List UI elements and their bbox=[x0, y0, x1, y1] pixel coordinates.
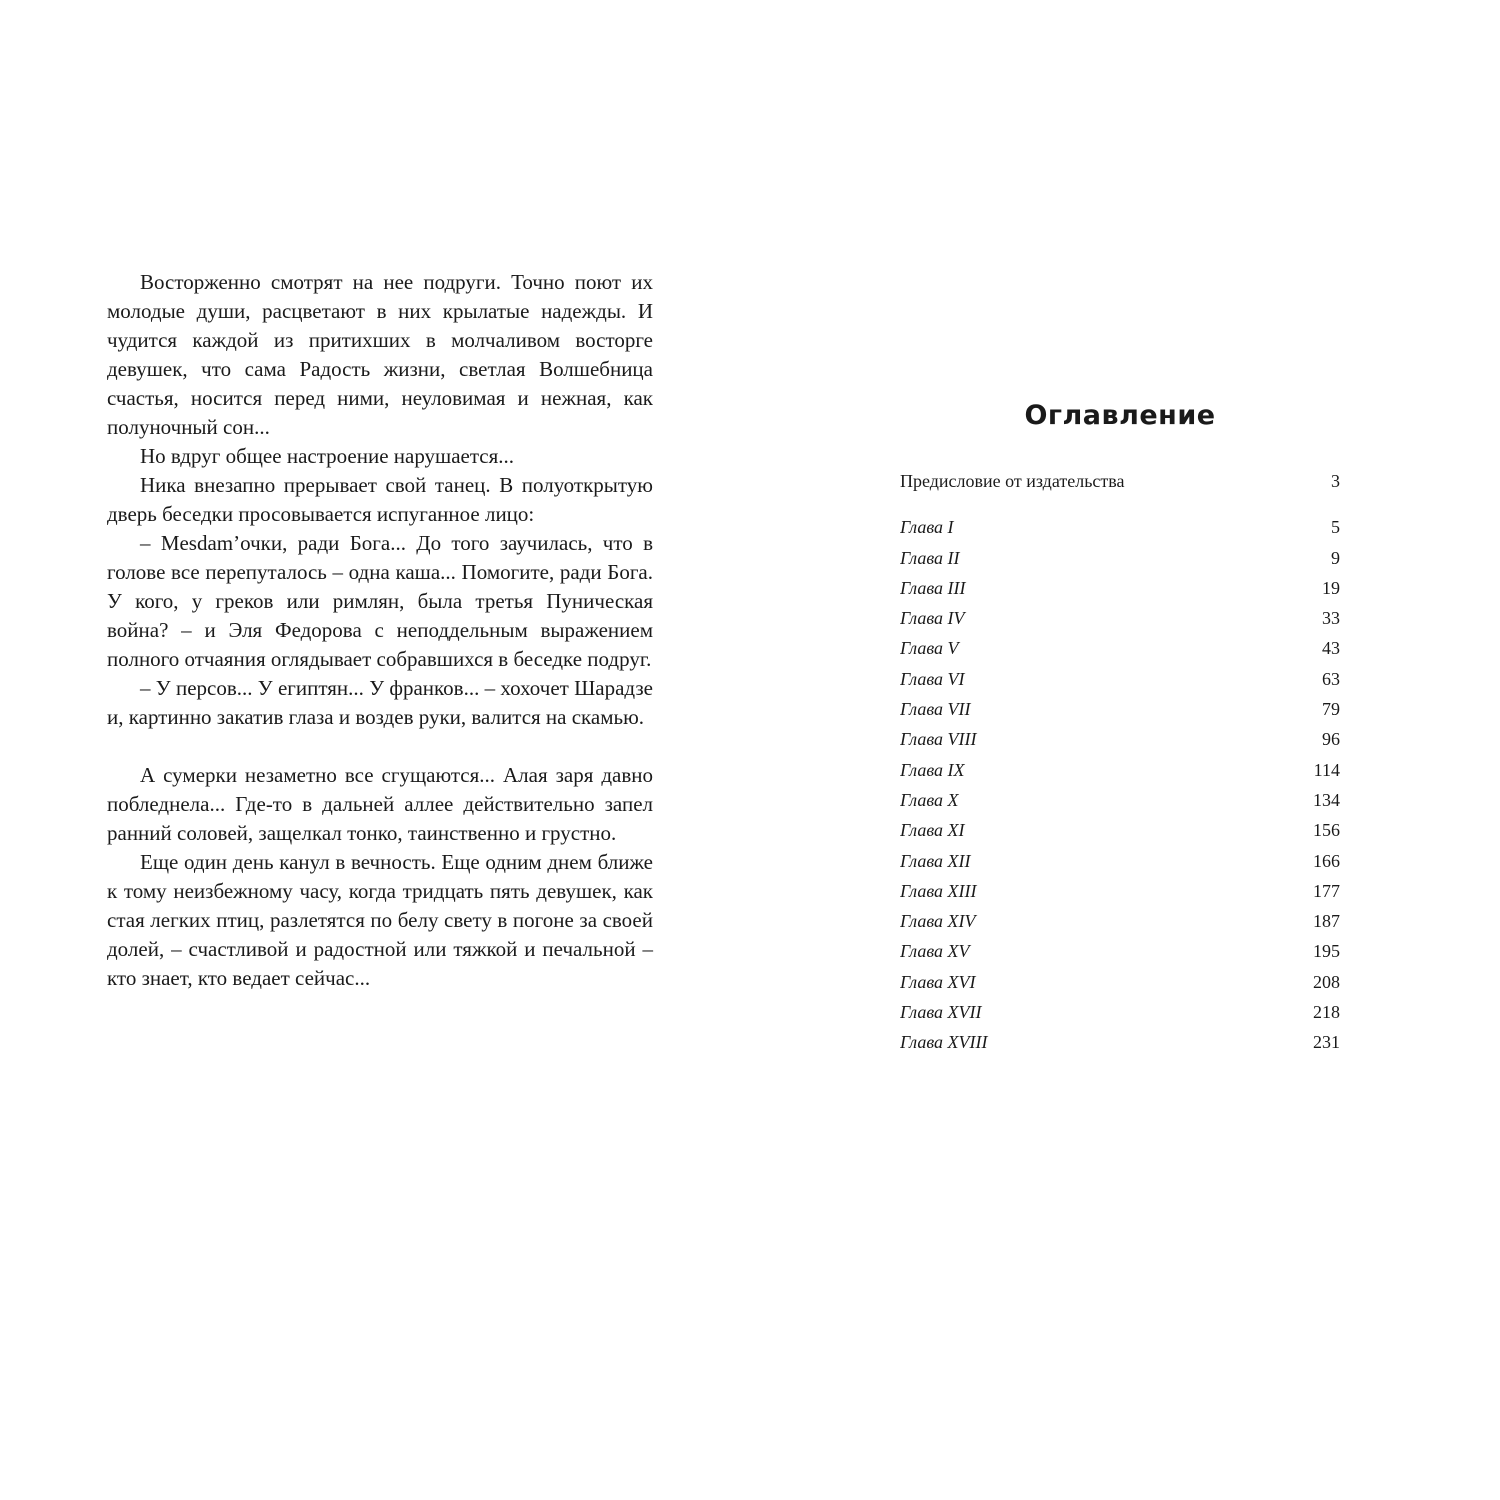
toc-entry-label: Глава II bbox=[900, 547, 960, 568]
toc-entry-chapter[interactable] bbox=[900, 543, 1340, 573]
paragraph: Но вдруг общее настроение нарушается... bbox=[140, 444, 515, 468]
toc-title: Оглавление bbox=[1024, 400, 1216, 431]
toc-entry-chapter[interactable] bbox=[900, 967, 1340, 997]
toc-entry-chapter[interactable] bbox=[900, 906, 1340, 936]
toc-entry-label: Глава XVIII bbox=[900, 1032, 988, 1053]
toc-entry-chapter[interactable] bbox=[900, 512, 1340, 542]
toc-entry-label: Глава VII bbox=[900, 699, 971, 720]
toc-entry-chapter[interactable] bbox=[900, 936, 1340, 966]
toc-entry-page: 208 bbox=[1313, 971, 1340, 992]
toc-leader bbox=[900, 846, 1276, 876]
toc-entry-page: 19 bbox=[1322, 577, 1340, 598]
toc-leader bbox=[900, 573, 1276, 603]
toc-leader bbox=[900, 543, 1276, 573]
toc-entry-page: 156 bbox=[1313, 820, 1340, 841]
toc-entry-page: 187 bbox=[1313, 911, 1340, 932]
toc-leader bbox=[900, 664, 1276, 694]
toc-leader bbox=[900, 694, 1276, 724]
toc-entry-chapter[interactable] bbox=[900, 603, 1340, 633]
toc-entry-page: 63 bbox=[1322, 668, 1340, 689]
toc-entry-page: 114 bbox=[1313, 759, 1340, 780]
toc-leader bbox=[900, 967, 1276, 997]
toc-entry-chapter[interactable] bbox=[900, 1027, 1340, 1057]
toc-entry-chapter[interactable] bbox=[900, 815, 1340, 845]
toc-entry-page: 177 bbox=[1313, 880, 1340, 901]
toc-entry-label: Глава XIV bbox=[900, 911, 976, 932]
paragraph: Ника внезапно прерывает свой танец. В полуоткрытую дверь беседки просовывается испуганное лицо: bbox=[107, 473, 653, 526]
toc-entry-label: Глава VI bbox=[900, 668, 965, 689]
toc-entry-chapter[interactable] bbox=[900, 633, 1340, 663]
toc-entry-label: Глава XIII bbox=[900, 880, 977, 901]
toc-entry-label: Глава XV bbox=[900, 941, 970, 962]
toc-entry-page: 96 bbox=[1322, 729, 1340, 750]
toc-leader bbox=[900, 936, 1276, 966]
toc-entry-chapter[interactable] bbox=[900, 664, 1340, 694]
toc-leader bbox=[900, 466, 1276, 496]
toc-entry-label: Глава XI bbox=[900, 820, 965, 841]
toc-entry-label: Глава V bbox=[900, 638, 959, 659]
toc-entry-chapter[interactable] bbox=[900, 724, 1340, 754]
paragraph: – У персов... У египтян... У франков... – хохочет Шарадзе и, картинно закатив глаза и воздев руки, валится на скамью. bbox=[107, 676, 653, 729]
toc-entry-page: 5 bbox=[1331, 517, 1340, 538]
toc-leader bbox=[900, 755, 1276, 785]
toc-entry-preface[interactable] bbox=[900, 466, 1340, 496]
toc-entry-page: 43 bbox=[1322, 638, 1340, 659]
toc-leader bbox=[900, 906, 1276, 936]
toc-leader bbox=[900, 603, 1276, 633]
toc-entry-label: Глава I bbox=[900, 517, 954, 538]
toc-leader bbox=[900, 815, 1276, 845]
toc-entry-page: 3 bbox=[1331, 471, 1340, 491]
toc-entry-label: Глава XVII bbox=[900, 1002, 982, 1023]
toc-entry-label: Глава IX bbox=[900, 759, 965, 780]
paragraph: А сумерки незаметно все сгущаются... Алая заря давно побледнела... Где-то в дальней аллее действительно запел ранний соловей, защелкал тонко, таинственно и грустно. bbox=[107, 763, 653, 845]
section-break bbox=[107, 732, 653, 761]
toc-entry-chapter[interactable] bbox=[900, 755, 1340, 785]
toc-entry-label: Глава IV bbox=[900, 608, 965, 629]
toc-entry-page: 195 bbox=[1313, 941, 1340, 962]
paragraph: Еще один день канул в вечность. Еще одним днем ближе к тому неизбежному часу, когда тридцать пять девушек, как стая легких птиц, разлетятся по белу свету в погоне за своей долей, – счастливой и радостной или тяжкой и печальной – кто знает, кто ведает сейчас... bbox=[107, 850, 653, 990]
toc-entry-label: Глава XVI bbox=[900, 971, 976, 992]
toc-entry-chapter[interactable] bbox=[900, 785, 1340, 815]
toc-entry-chapter[interactable] bbox=[900, 997, 1340, 1027]
toc-list bbox=[900, 466, 1340, 1058]
toc-entry-page: 218 bbox=[1313, 1002, 1340, 1023]
toc-leader bbox=[900, 633, 1276, 663]
toc-entry-label: Предисловие от издательства bbox=[900, 471, 1125, 491]
table-of-contents bbox=[900, 396, 1340, 1058]
toc-leader bbox=[900, 512, 1276, 542]
toc-leader bbox=[900, 785, 1276, 815]
toc-entry-page: 79 bbox=[1322, 699, 1340, 720]
toc-leader bbox=[900, 724, 1276, 754]
toc-leader bbox=[900, 1027, 1276, 1057]
toc-entry-page: 9 bbox=[1331, 547, 1340, 568]
paragraph: – Mesdam’очки, ради Бога... До того заучилась, что в голове все перепуталось – одна каша... Помогите, ради Бога. У кого, у греков или римлян, была третья Пуническая война? – и Эля Федорова с неподдельным выражением полного отчаяния оглядывает собравшихся в беседке подруг. bbox=[107, 531, 653, 671]
paragraph: Восторженно смотрят на нее подруги. Точно поют их молодые души, расцветают в них крылатые надежды. И чудится каждой из притихших в молчаливом восторге девушек, что сама Радость жизни, светлая Волшебница счастья, носится перед ними, неуловимая и нежная, как полуночный сон... bbox=[107, 270, 653, 439]
toc-entry-chapter[interactable] bbox=[900, 573, 1340, 603]
toc-entry-label: Глава VIII bbox=[900, 729, 977, 750]
left-page-text bbox=[107, 268, 653, 993]
toc-leader bbox=[900, 876, 1276, 906]
toc-leader bbox=[900, 997, 1276, 1027]
toc-entry-page: 166 bbox=[1313, 850, 1340, 871]
toc-entry-label: Глава III bbox=[900, 577, 966, 598]
toc-entry-chapter[interactable] bbox=[900, 846, 1340, 876]
toc-entry-chapter[interactable] bbox=[900, 694, 1340, 724]
toc-entry-page: 134 bbox=[1313, 789, 1340, 810]
toc-entry-label: Глава X bbox=[900, 789, 959, 810]
toc-entry-label: Глава XII bbox=[900, 850, 971, 871]
toc-entry-page: 231 bbox=[1313, 1032, 1340, 1053]
toc-entry-page: 33 bbox=[1322, 608, 1340, 629]
toc-entry-chapter[interactable] bbox=[900, 876, 1340, 906]
